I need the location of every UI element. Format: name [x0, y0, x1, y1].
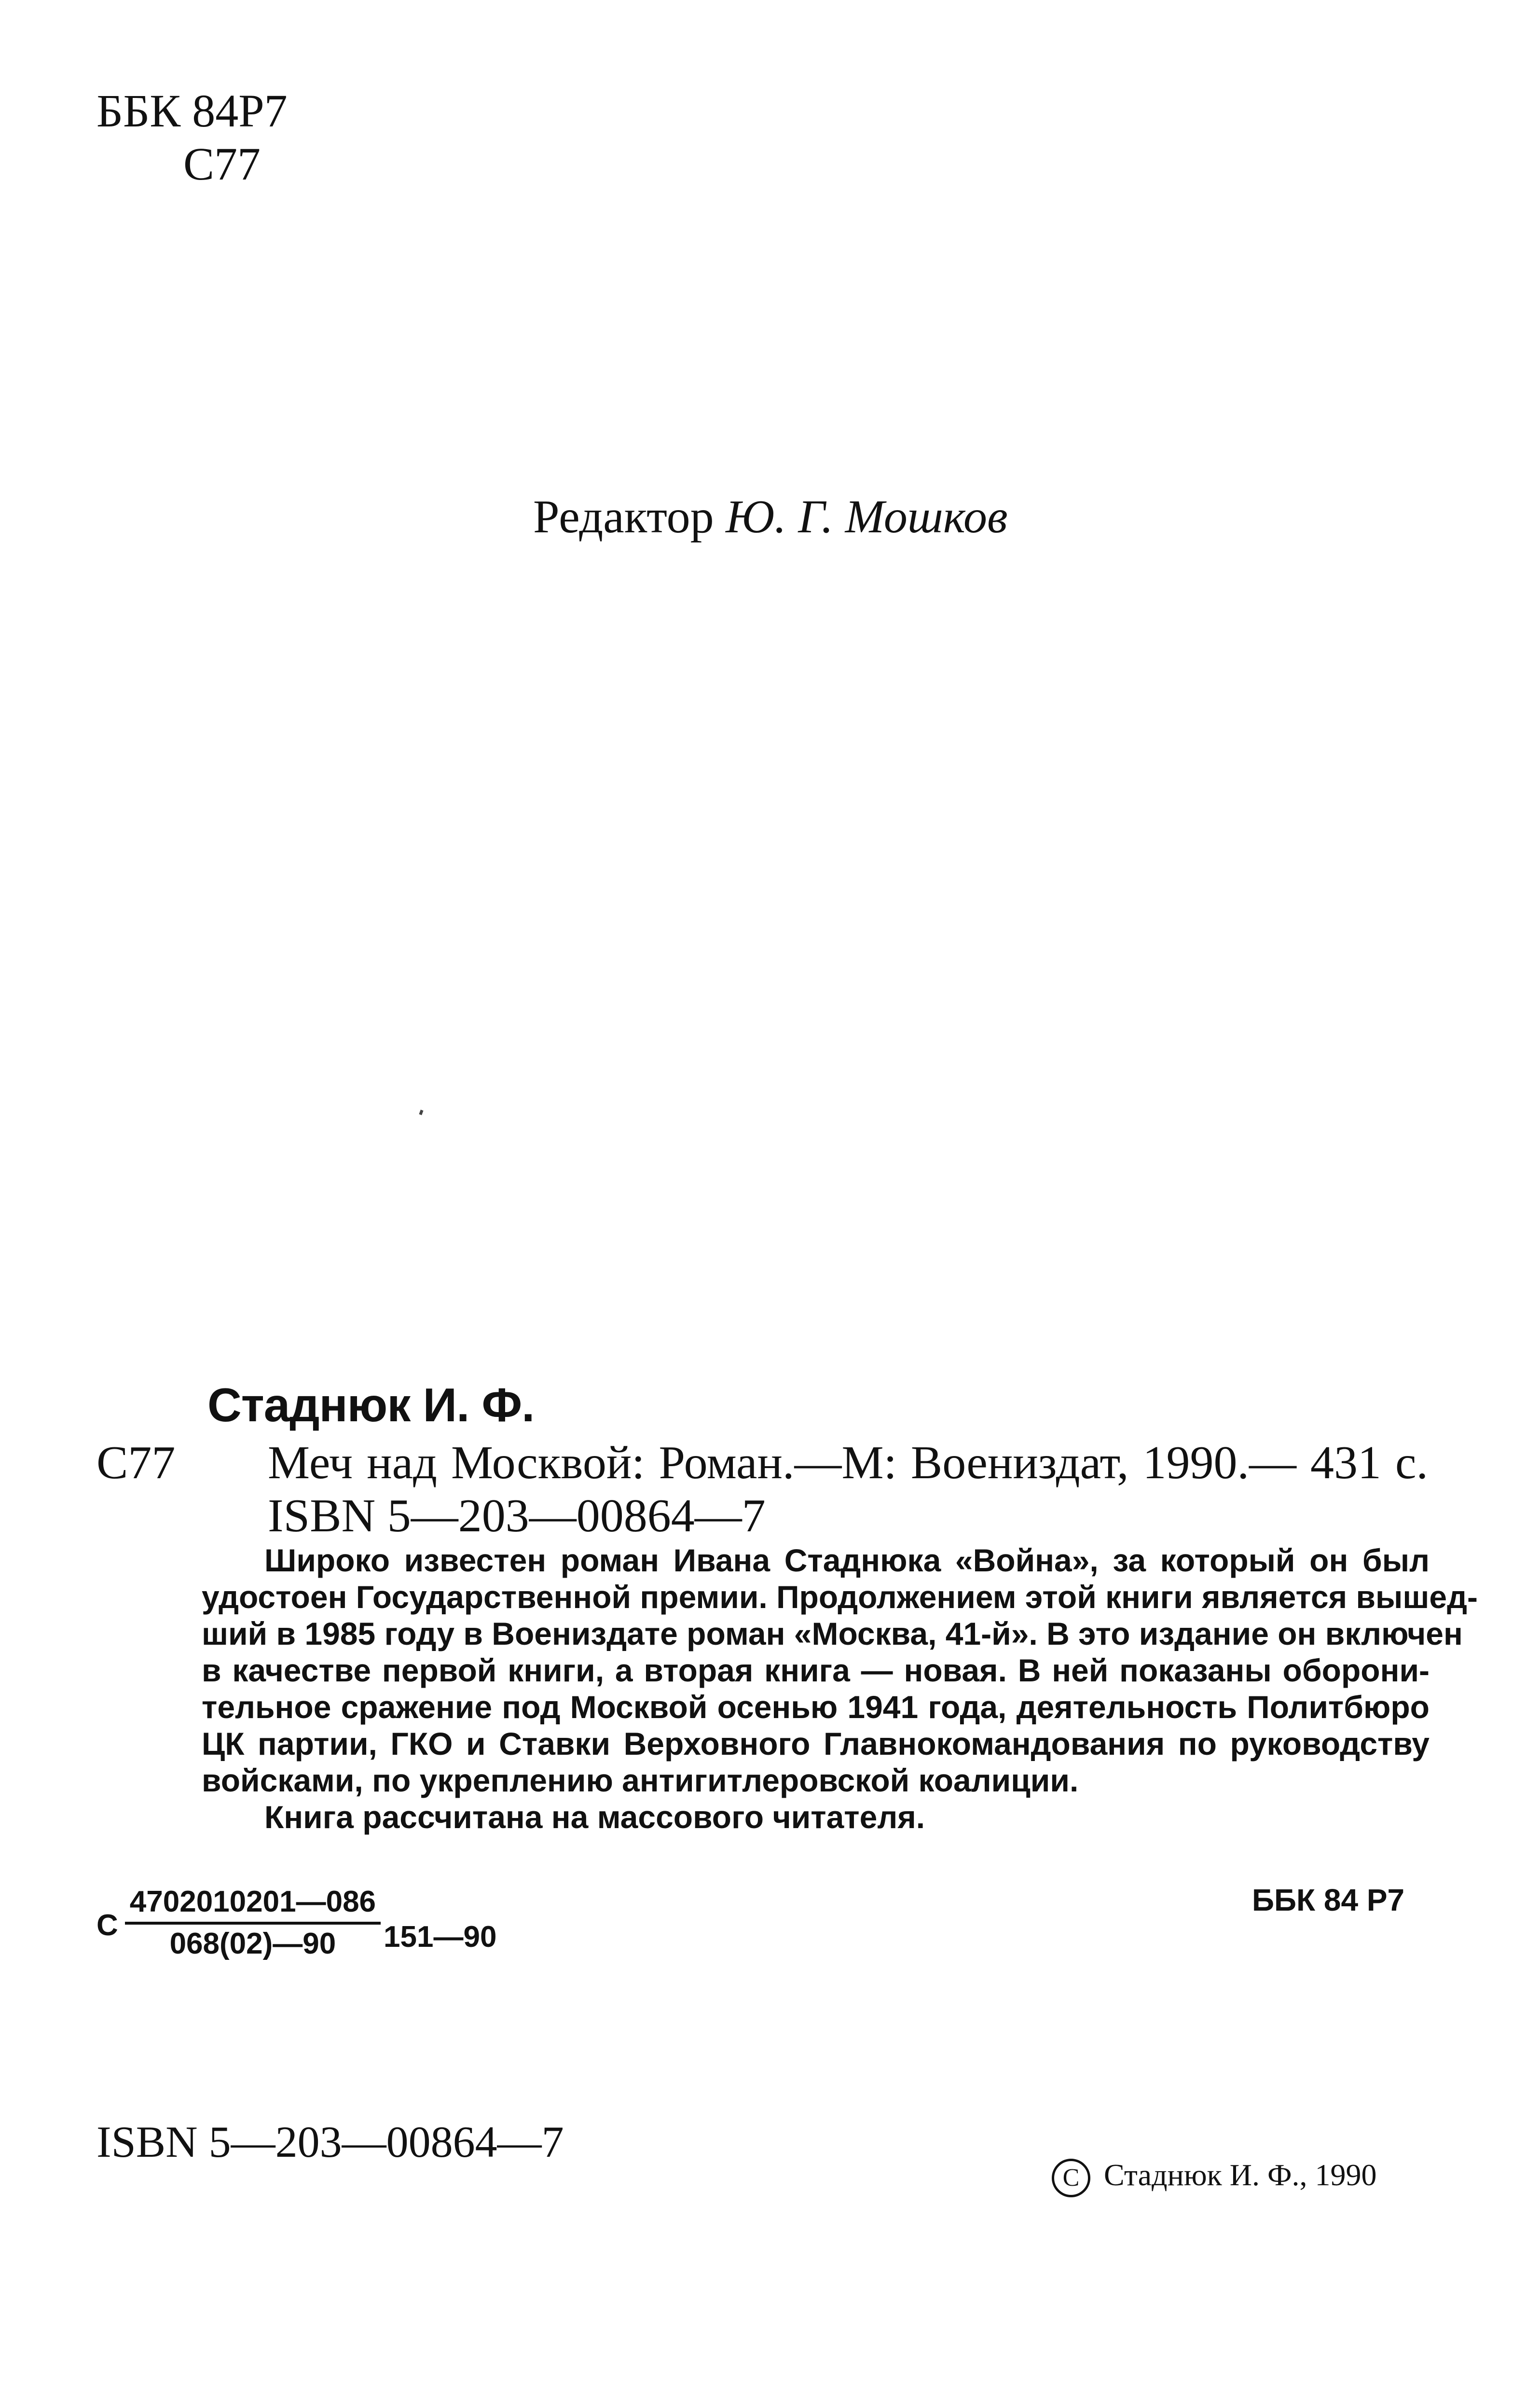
copyright-text: Стаднюк И. Ф., 1990: [1104, 2158, 1377, 2192]
index-suffix: 151—90: [384, 1920, 497, 1954]
isbn-bibliographic: ISBN 5—203—00864—7: [268, 1490, 766, 1542]
annotation-line: в качестве первой книги, а вторая книга — новая. В ней показаны оборони-: [202, 1652, 1430, 1688]
annotation-audience: Книга рассчитана на массового читателя.: [264, 1799, 925, 1835]
title-word: над: [367, 1437, 437, 1489]
bbk-classification-bottom: ББК 84 Р7: [1252, 1883, 1405, 1917]
annotation-line: Широко известен роман Ивана Стаднюка «Война», за который он был: [264, 1542, 1430, 1578]
title-word: Роман.—М:: [659, 1437, 897, 1489]
isbn-bottom: ISBN 5—203—00864—7: [96, 2117, 564, 2166]
book-title-line: [268, 1436, 1428, 1490]
title-word: 431: [1310, 1437, 1381, 1489]
title-word: Воениздат,: [910, 1437, 1129, 1489]
annotation-line: тельное сражение под Москвой осенью 1941 года, деятельность Политбюро: [202, 1689, 1430, 1725]
index-numerator: 4702010201—086: [125, 1885, 381, 1925]
index-denominator: 068(02)—90: [169, 1927, 336, 1960]
bbk-code: ББК 84Р7: [96, 85, 288, 137]
author-mark-left: С77: [96, 1437, 176, 1489]
editor-label: Редактор: [533, 491, 714, 543]
title-word: 1990.—: [1142, 1437, 1296, 1489]
annotation-line: войсками, по укреплению антигитлеровской коалиции.: [202, 1762, 1079, 1798]
title-word: с.: [1395, 1437, 1428, 1489]
editor-name: Ю. Г. Мошков: [726, 491, 1008, 543]
annotation-line: удостоен Государственной премии. Продолжением этой книги является вышед-: [202, 1579, 1478, 1615]
annotation-line: ЦК партии, ГКО и Ставки Верховного Главнокомандования по руководству: [202, 1726, 1430, 1762]
publication-index: [96, 1885, 496, 1961]
book-annotation: [202, 1542, 1478, 1835]
copyright-line: [1052, 2157, 1377, 2197]
editor-line: [533, 490, 1008, 544]
annotation-line: ший в 1985 году в Воениздате роман «Москва, 41-й». В это издание он включен: [202, 1616, 1463, 1651]
bbk-classification-top: [96, 84, 288, 191]
author-mark: С77: [183, 138, 261, 190]
copyright-icon: C: [1052, 2159, 1090, 2197]
title-word: Москвой:: [451, 1437, 645, 1489]
index-fraction: [125, 1885, 381, 1961]
print-speck: [419, 1110, 423, 1115]
title-word: Меч: [268, 1437, 353, 1489]
index-letter: С: [96, 1908, 118, 1942]
book-author: Стаднюк И. Ф.: [207, 1378, 535, 1431]
